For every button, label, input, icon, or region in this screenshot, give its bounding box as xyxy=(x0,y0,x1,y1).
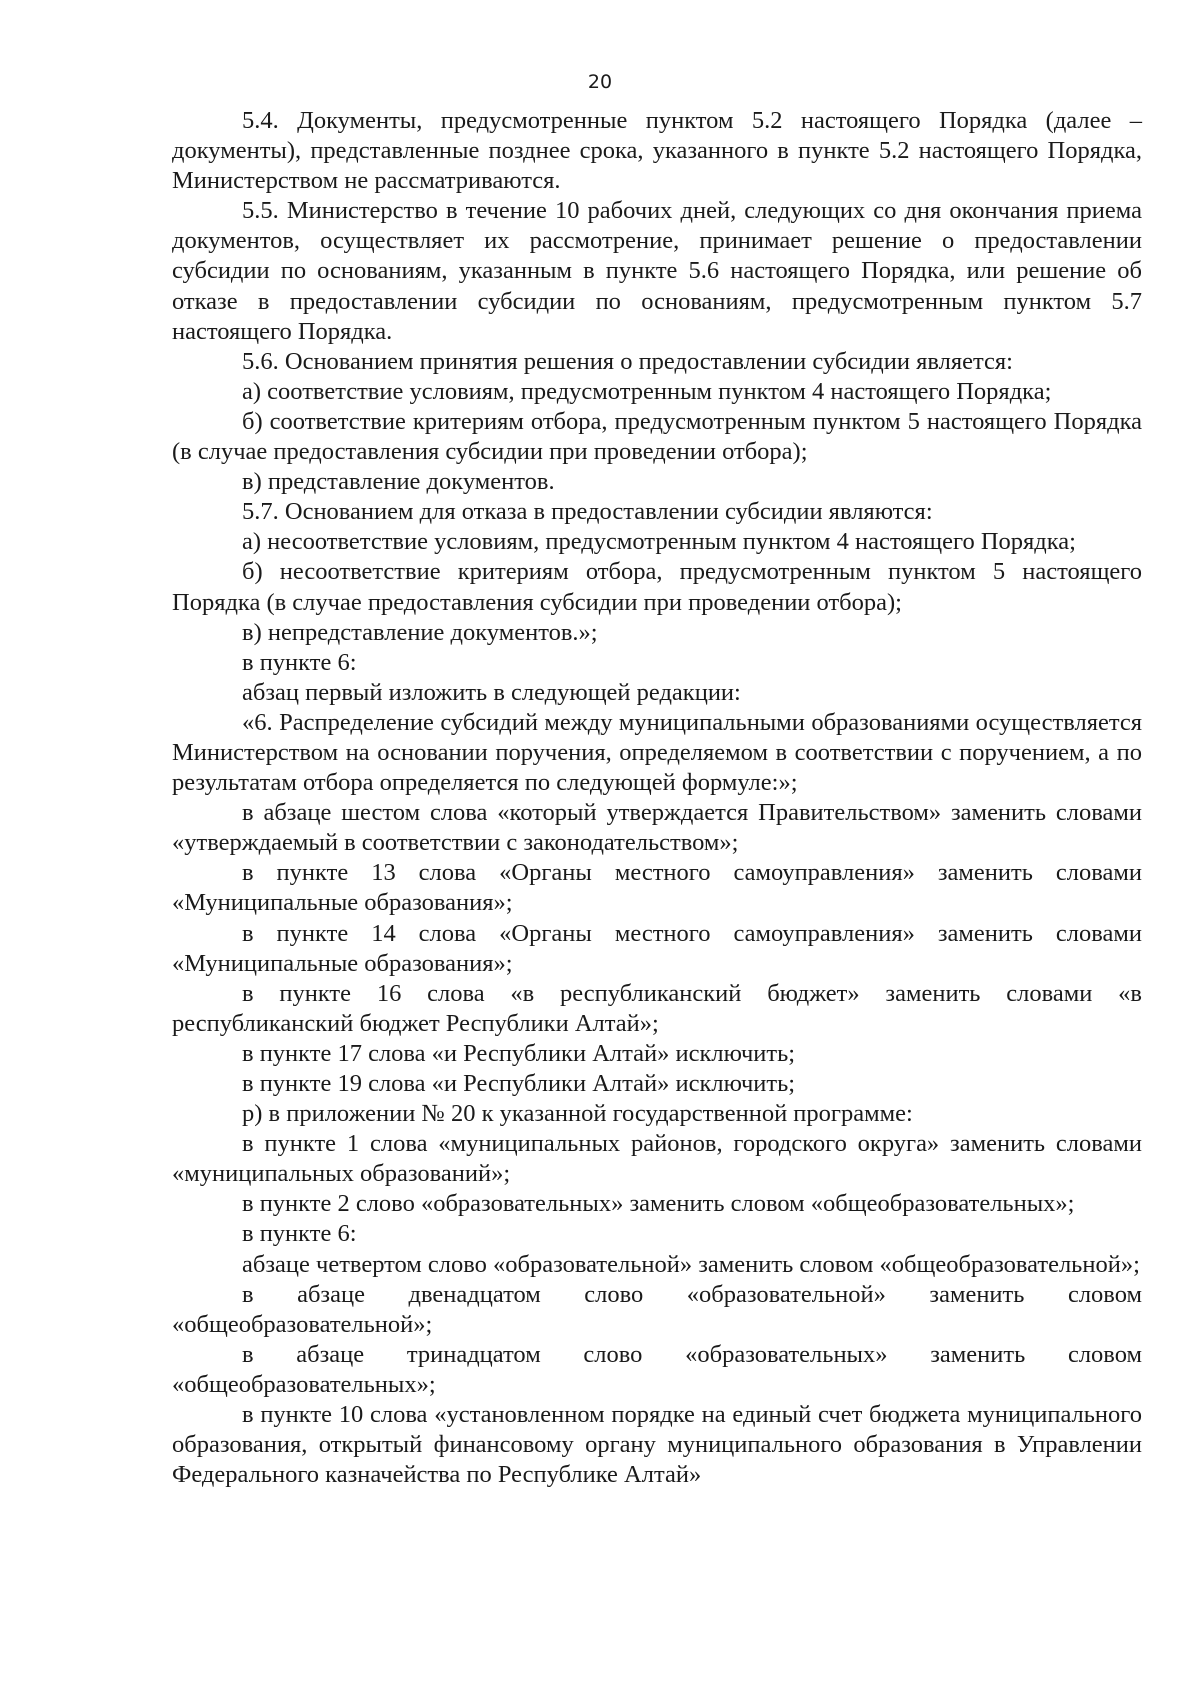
paragraph-appendix-item-10: в пункте 10 слова «установленном порядке на единый счет бюджета муниципального образования, открытый финансовому органу муниципального образования в Управлении Федерального казначейства по Республике Алтай» xyxy=(172,1401,1142,1489)
paragraph-item-14: в пункте 14 слова «Органы местного самоуправления» заменить словами «Муниципальные образования»; xyxy=(172,919,1142,977)
paragraph-5-6: 5.6. Основанием принятия решения о предоставлении субсидии является: xyxy=(242,347,1013,375)
paragraph-appendix-item-6: в пункте 6: xyxy=(242,1220,357,1248)
paragraph-5-7-a: а) несоответствие условиям, предусмотренным пунктом 4 настоящего Порядка; xyxy=(242,528,1076,556)
paragraph-6-distribution: «6. Распределение субсидий между муниципальными образованиями осуществляется Министерством на основании поручения, определяемом в соответствии с поручением, а по результатам отбора определяется по следующей формуле:»; xyxy=(172,708,1142,797)
paragraph-5-7-v: в) непредставление документов.»; xyxy=(242,618,598,646)
paragraph-5-6-a: а) соответствие условиям, предусмотренным пунктом 4 настоящего Порядка; xyxy=(242,377,1052,405)
paragraph-5-6-b: б) соответствие критериям отбора, предусмотренным пунктом 5 настоящего Порядка (в случае предоставления субсидии при проведении отбора); xyxy=(172,407,1142,466)
paragraph-item-19: в пункте 19 слова «и Республики Алтай» исключить; xyxy=(242,1070,796,1097)
paragraph-5-7-b: б) несоответствие критериям отбора, предусмотренным пунктом 5 настоящего Порядка (в случае предоставления субсидии при проведении отбора); xyxy=(172,558,1142,616)
page-number: 20 xyxy=(587,71,613,93)
paragraph-item-6: в пункте 6: xyxy=(242,648,357,676)
paragraph-item-13: в пункте 13 слова «Органы местного самоуправления» заменить словами «Муниципальные образования»; xyxy=(172,859,1142,917)
paragraph-abzac-13: в абзаце тринадцатом слово «образовательных» заменить словом «общеобразовательных»; xyxy=(172,1340,1142,1398)
paragraph-5-7: 5.7. Основанием для отказа в предоставлении субсидии являются: xyxy=(242,498,933,526)
paragraph-item-16: в пункте 16 слова «в республиканский бюджет» заменить словами «в республиканский бюджет Республики Алтай»; xyxy=(172,979,1142,1037)
paragraph-abzac-4: абзаце четвертом слово «образовательной» заменить словом «общеобразовательной»; xyxy=(242,1250,1140,1278)
paragraph-first-abzac: абзац первый изложить в следующей редакции: xyxy=(242,678,741,706)
paragraph-5-4: 5.4. Документы, предусмотренные пунктом 5.2 настоящего Порядка (далее – документы), представленные позднее срока, указанного в пункте 5.2 настоящего Порядка, Министерством не рассматриваются. xyxy=(172,107,1142,195)
paragraph-r-appendix-20: р) в приложении № 20 к указанной государственной программе: xyxy=(242,1100,913,1128)
paragraph-appendix-item-1: в пункте 1 слова «муниципальных районов, городского округа» заменить словами «муниципальных образований»; xyxy=(172,1130,1142,1188)
paragraph-5-6-v: в) представление документов. xyxy=(242,468,555,496)
paragraph-5-5: 5.5. Министерство в течение 10 рабочих дней, следующих со дня окончания приема документов, осуществляет их рассмотрение, принимает решение о предоставлении субсидии по основаниям, указанным в пункте 5.6 настоящего Порядка, или решение об отказе в предоставлении субсидии по основаниям, предусмотренным пунктом 5.7 настоящего Порядка. xyxy=(172,197,1142,345)
paragraph-appendix-item-2: в пункте 2 слово «образовательных» заменить словом «общеобразовательных»; xyxy=(242,1190,1075,1218)
paragraph-abzac-6: в абзаце шестом слова «который утверждается Правительством» заменить словами «утверждаемый в соответствии с законодательством»; xyxy=(172,799,1142,857)
paragraph-abzac-12: в абзаце двенадцатом слово «образовательной» заменить словом «общеобразовательной»; xyxy=(172,1280,1142,1338)
document-body xyxy=(172,106,1142,1490)
paragraph-item-17: в пункте 17 слова «и Республики Алтай» исключить; xyxy=(242,1039,796,1067)
